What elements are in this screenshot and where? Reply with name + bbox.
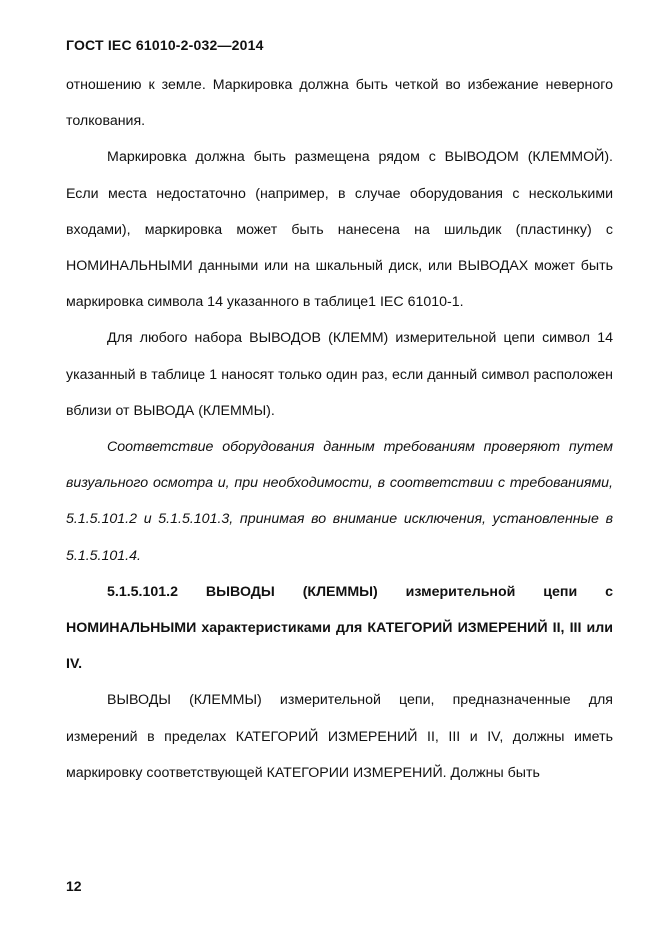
paragraph-terminal-set: Для любого набора ВЫВОДОВ (КЛЕММ) измерительной цепи символ 14 указанный в таблице 1 наносят только один раз, если данный символ расположен вблизи от ВЫВОДА (КЛЕММЫ). bbox=[66, 330, 613, 419]
body-text bbox=[66, 67, 613, 791]
paragraph-marking-placement: Маркировка должна быть размещена рядом с ВЫВОДОМ (КЛЕММОЙ). Если места недостаточно (например, в случае оборудования с несколькими входами), маркировка может быть нанесена на шильдик (пластинку) с НОМИНАЛЬНЫМИ данными или на шкальный диск, или ВЫВОДАХ может быть маркировка символа 14 указанного в таблице1 IEC 61010-1. bbox=[66, 149, 613, 311]
page-number: 12 bbox=[66, 878, 82, 894]
paragraph-measurement-categories: ВЫВОДЫ (КЛЕММЫ) измерительной цепи, предназначенные для измерений в пределах КАТЕГОРИЙ ИЗМЕРЕНИЙ II, III и IV, должны иметь маркировку соответствующей КАТЕГОРИИ ИЗМЕРЕНИЙ. Должны быть bbox=[66, 692, 613, 781]
paragraph-continuation: отношению к земле. Маркировка должна быть четкой во избежание неверного толкования. bbox=[66, 77, 613, 130]
standard-header: ГОСТ IEC 61010-2-032—2014 bbox=[66, 37, 264, 53]
section-heading-5-1-5-101-2: 5.1.5.101.2 ВЫВОДЫ (КЛЕММЫ) измерительной цепи с НОМИНАЛЬНЫМИ характеристиками для КАТЕГОРИЙ ИЗМЕРЕНИЙ II, III или IV. bbox=[66, 583, 613, 673]
paragraph-compliance-check: Соответствие оборудования данным требованиям проверяют путем визуального осмотра и, при необходимости, в соответствии с требованиями, 5.1.5.101.2 и 5.1.5.101.3, принимая во внимание исключения, установленные в 5.1.5.101.4. bbox=[66, 439, 613, 564]
